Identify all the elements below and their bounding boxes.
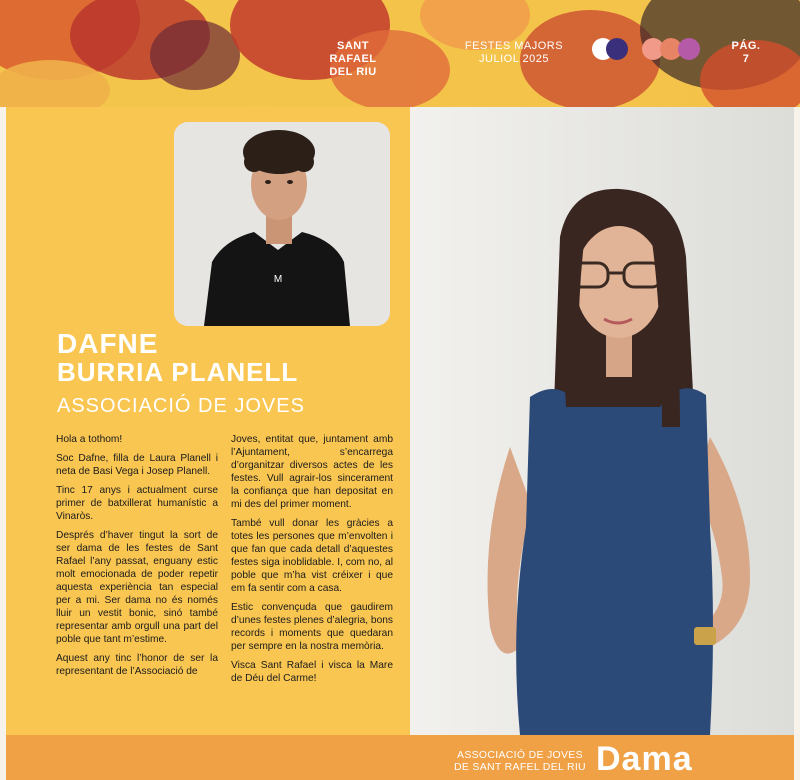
page-indicator: [726, 40, 766, 66]
dafne-portrait: [410, 107, 794, 735]
header-banner: [0, 0, 800, 107]
page-label: PÁG.: [731, 40, 761, 52]
circle-icon: [606, 38, 628, 60]
body-text-right: [231, 433, 393, 691]
circle-icon: [678, 38, 700, 60]
paragraph: Després d’haver tingut la sort de ser dama de les festes de Sant Rafael l’any passat, enguany estic molt emocionada de poder repetir aquesta experiència tan especial per a mi. Ser dama no és només lluir un vestit bonic, sinó també representar amb orgull una part del poble que tant m’estime.: [56, 530, 218, 645]
body-text-left: [56, 433, 218, 684]
header-location: [312, 40, 394, 79]
svg-text:M: M: [273, 274, 283, 285]
dafne-name-block: [57, 330, 305, 420]
paragraph: Aquest any tinc l’honor de ser la representant de l’Associació de: [56, 653, 218, 677]
location-line-1: SANT RAFAEL: [329, 40, 377, 65]
sergi-photo: [174, 122, 390, 326]
dafne-surname: BURRIA PLANELL: [57, 357, 299, 387]
paragraph: Soc Dafne, filla de Laura Planell i neta de Basi Vega i Josep Planell.: [56, 453, 218, 477]
sergi-portrait: [174, 122, 390, 326]
dafne-first-name: DAFNE: [57, 328, 159, 359]
footer-assoc-line-2: DE SANT RAFEL DEL RIU: [454, 761, 586, 773]
paragraph: Joves, entitat que, juntament amb l’Ajuntament, s’encarrega d’organitzar diversos actes de les festes. Vull agrair-los sincerament la confiança que han depositat en mi des del primer moment.: [231, 434, 393, 510]
paragraph: Visca Sant Rafael i visca la Mare de Déu del Carme!: [231, 660, 393, 684]
paragraph: Hola a tothom!: [56, 434, 123, 445]
paragraph: Tinc 17 anys i actualment curse primer de batxillerat humanístic a Vinaròs.: [56, 485, 218, 522]
header-event: [464, 40, 564, 66]
dafne-association: ASSOCIACIÓ DE JOVES: [57, 395, 305, 417]
paragraph: Estic convençuda que gaudirem d’unes festes plenes d’alegria, bons records i moments que quedaran per sempre en la nostra memòria.: [231, 602, 393, 652]
page-number: 7: [742, 53, 750, 65]
location-line-2: DEL RIU: [329, 66, 377, 78]
paragraph: També vull donar les gràcies a totes les persones que m’envolten i que fan que cada detall d’aquestes festes siga inoblidable. I, com no, al poble que m’ha vist créixer i que em fa sentir com a casa.: [231, 518, 393, 594]
decorative-circles: [592, 38, 712, 62]
dafne-photo: [410, 107, 794, 735]
paint-splash: [150, 20, 240, 90]
event-line-2: JULIOL 2025: [479, 53, 549, 65]
footer-section-title: Dama: [596, 740, 693, 778]
footer-assoc-line-1: ASSOCIACIÓ DE JOVES: [457, 749, 583, 761]
event-line-1: FESTES MAJORS: [464, 40, 564, 52]
footer-association: [454, 749, 586, 773]
